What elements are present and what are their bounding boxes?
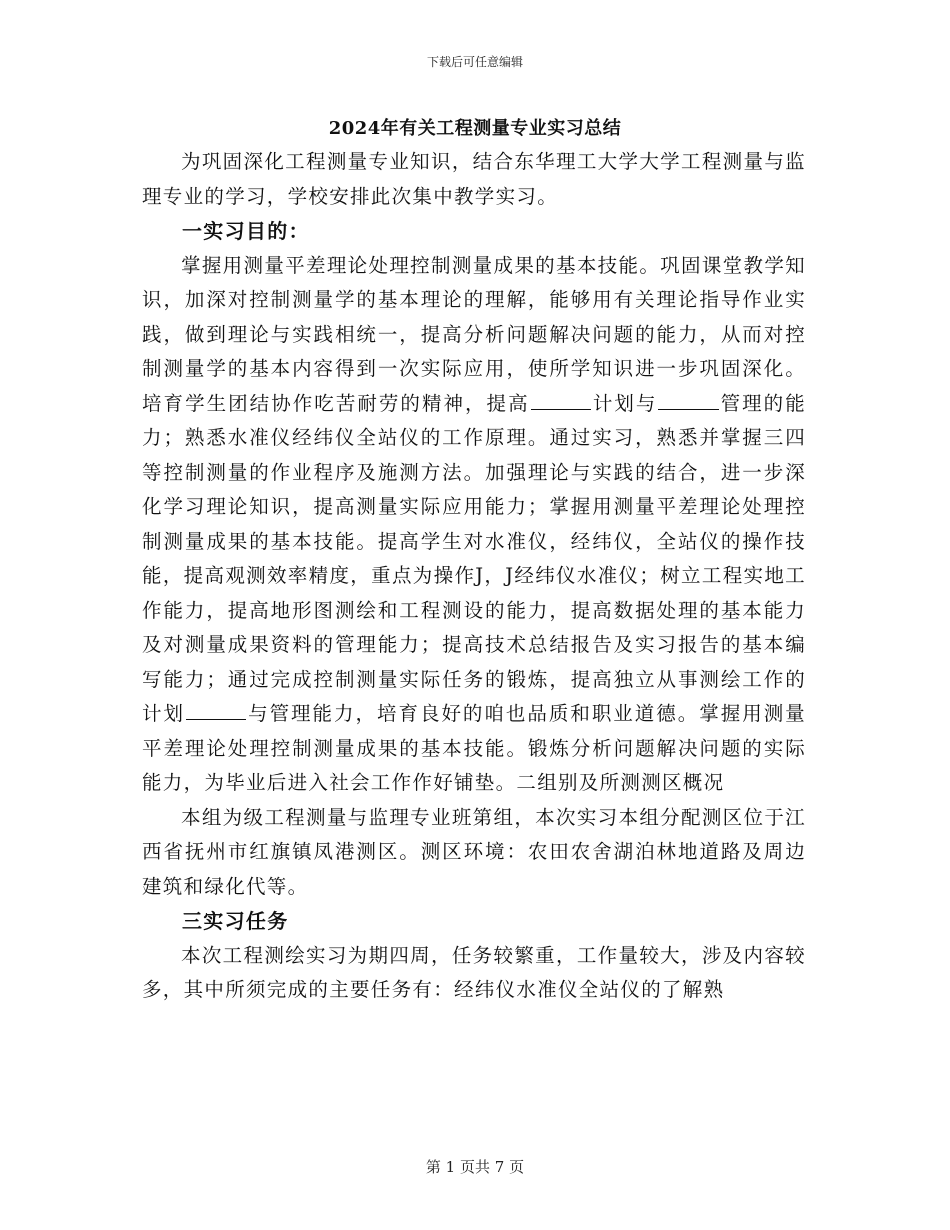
survey-area-paragraph: 本组为级工程测量与监理专业班第组，本次实习本组分配测区位于江西省抚州市红旗镇凤港测区。测区环境：农田农舍湖泊林地道路及周边建筑和绿化代等。 [142,805,806,898]
purpose-paragraph [142,249,806,801]
section-heading-tasks: 三实习任务 [182,909,289,933]
blank-underline [531,391,591,410]
tasks-paragraph: 本次工程测绘实习为期四周，任务较繁重，工作量较大，涉及内容较多，其中所须完成的主要任务有：经纬仪水准仪全站仪的了解熟 [142,943,806,1001]
page-header-note: 下载后可任意编辑 [426,55,523,69]
purpose-text-part1: 掌握用测量平差理论处理控制测量成果的基本技能。巩固课堂教学知识，加深对控制测量学的基本理论的理解，能够用有关理论指导作业实践，做到理论与实践相统一，提高分析问题解决问题的能力，从而对控制测量学的基本内容得到一次实际应用，使所学知识进一步巩固深化。培育学生团结协作吃苦耐劳的精神，提高 [142,253,806,415]
purpose-text-part4: 与管理能力，培育良好的咱也品质和职业道德。掌握用测量平差理论处理控制测量成果的基本技能。锻炼分析问题解决问题的实际能力，为毕业后进入社会工作作好铺垫。二组别及所测测区概况 [142,702,806,794]
document-body [142,145,806,1008]
purpose-text-part2: 计划与 [592,391,658,415]
section-heading-purpose: 一实习目的： [182,219,310,243]
blank-underline [658,391,718,410]
intro-paragraph: 为巩固深化工程测量专业知识，结合东华理工大学大学工程测量与监理专业的学习，学校安排此次集中教学实习。 [142,150,806,208]
purpose-text-part3: 管理的能力；熟悉水准仪经纬仪全站仪的工作原理。通过实习，熟悉并掌握三四等控制测量的作业程序及施测方法。加强理论与实践的结合，进一步深化学习理论知识，提高测量实际应用能力；掌握用测量平差理论处理控制测量成果的基本技能。提高学生对水准仪，经纬仪，全站仪的操作技能，提高观测效率精度，重点为操作J，J经纬仪水准仪；树立工程实地工作能力，提高地形图测绘和工程测设的能力，提高数据处理的基本能力及对测量成果资料的管理能力；提高技术总结报告及实习报告的基本编写能力；通过完成控制测量实际任务的锻炼，提高独立从事测绘工作的计划 [142,391,806,725]
blank-underline [186,701,246,720]
page-number: 第 1 页共 7 页 [425,1158,525,1176]
document-title: 2024年有关工程测量专业实习总结 [328,118,622,139]
